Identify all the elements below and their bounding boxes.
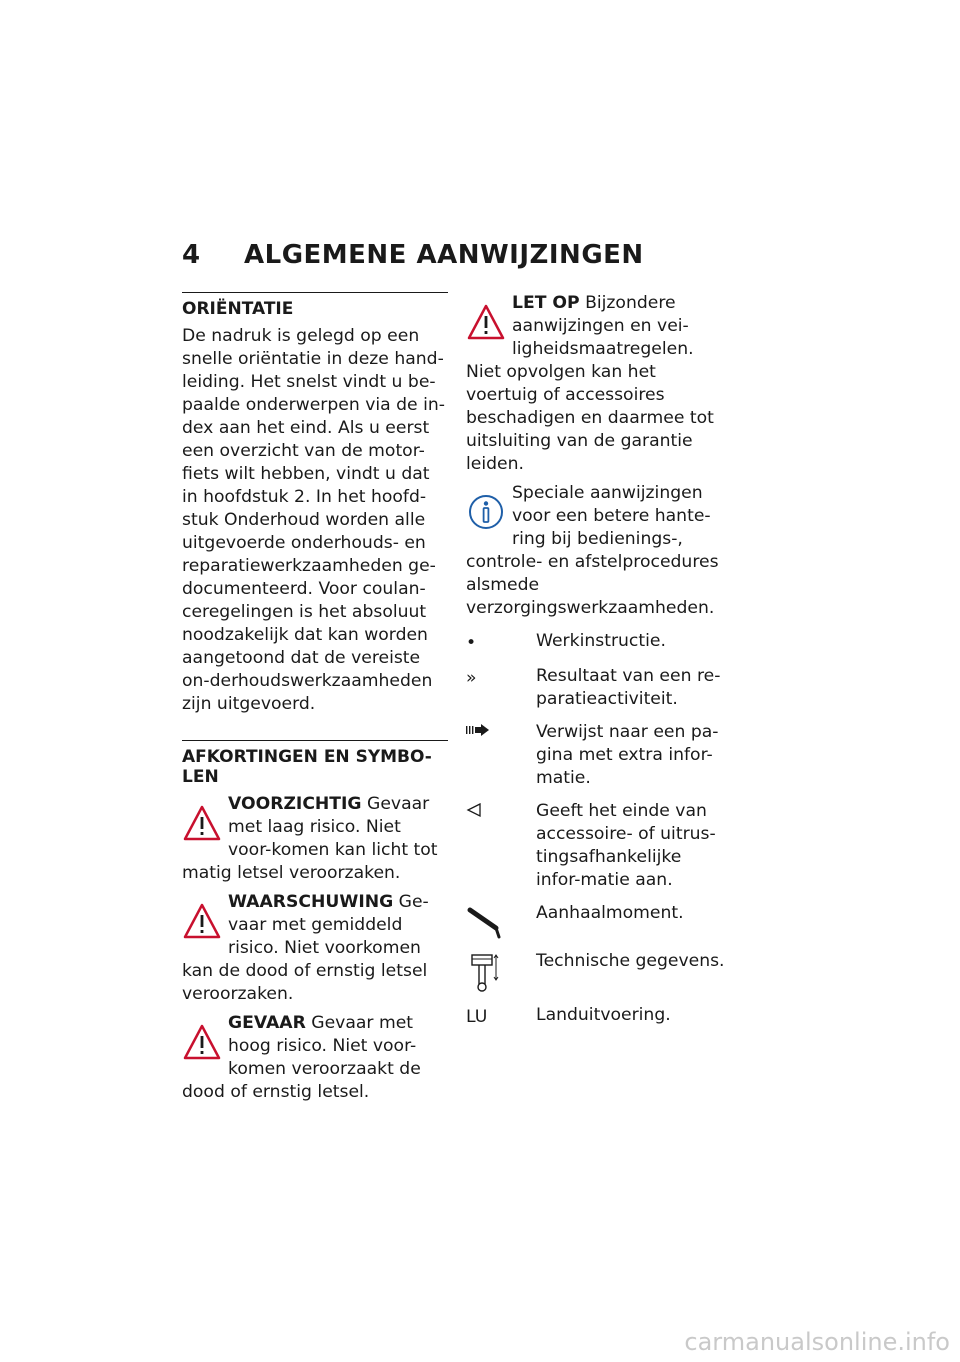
- chapter-title: ALGEMENE AANWIJZINGEN: [244, 240, 644, 270]
- danger-text: Gevaar met hoog risico. Niet voor-komen veroorzaakt de dood of ernstig letsel.: [182, 1013, 421, 1102]
- attention-text: Bijzondere aanwijzingen en vei-ligheidsmaatregelen. Niet opvolgen kan het voertuig of accessoires beschadigen en daarmee tot uitsluiting van de garantie leiden.: [466, 293, 714, 474]
- attention-notice: [466, 292, 728, 476]
- symbol-row-torque: [466, 902, 728, 940]
- right-column: [466, 292, 728, 1029]
- symbol-row-country: [466, 1004, 728, 1029]
- symbol-text: Technische gegevens.: [536, 951, 725, 971]
- country-code: LU: [466, 1007, 488, 1027]
- symbol-text: Werkinstructie.: [536, 631, 666, 651]
- symbol-text: Resultaat van een re-paratieactiviteit.: [536, 666, 721, 709]
- warning-notice: [182, 891, 448, 1006]
- info-icon: [466, 492, 506, 532]
- symbol-row-result: [466, 665, 728, 711]
- symbol-row-instruction: [466, 630, 728, 655]
- symbol-text: Geeft het einde van accessoire- of uitrus-tingsafhankelijke infor-matie aan.: [536, 801, 716, 890]
- warning-triangle-icon: [182, 901, 222, 941]
- torque-wrench-icon: [466, 904, 506, 940]
- info-notice: [466, 482, 728, 620]
- warning-triangle-icon: [466, 302, 506, 342]
- warning-triangle-icon: [182, 803, 222, 843]
- info-text: Speciale aanwijzingen voor een betere hante-ring bij bedienings-, controle- en afstelprocedures alsmede verzorgingswerkzaamheden.: [466, 483, 719, 618]
- warning-label: WAARSCHUWING: [228, 892, 394, 912]
- chapter-heading: [182, 240, 742, 270]
- symbol-text: Aanhaalmoment.: [536, 903, 684, 923]
- danger-label: GEVAAR: [228, 1013, 306, 1033]
- symbol-text: Landuitvoering.: [536, 1005, 671, 1025]
- warning-triangle-icon: [182, 1022, 222, 1062]
- chapter-number: 4: [182, 240, 201, 270]
- warning-text: Ge-vaar met gemiddeld risico. Niet voorkomen kan de dood of ernstig letsel veroorzaken.: [182, 892, 429, 1004]
- left-column: [182, 292, 448, 1104]
- arrow-icon: [466, 723, 490, 737]
- symbol-row-end: [466, 800, 728, 892]
- orientation-text: De nadruk is gelegd op een snelle oriëntatie in deze hand-leiding. Het snelst vindt u be-paalde onderwerpen via de in-dex aan het eind. Als u eerst een overzicht van de motor-fiets wilt hebben, vindt u dat in hoofdstuk 2. In het hoofd-stuk Onderhoud worden alle uitgevoerde onderhouds- en reparatiewerkzaamheden ge-documenteerd. Voor coulan-ceregelingen is het absoluut noodzakelijk dat kan worden aangetoond dat de vereiste on-derhoudswerkzaamheden zijn uitgevoerd.: [182, 326, 445, 714]
- end-triangle-icon: [466, 802, 482, 818]
- caution-label: VOORZICHTIG: [228, 794, 362, 814]
- orientation-heading: ORIËNTATIE: [182, 292, 448, 319]
- watermark-text: carmanualsonline.info: [684, 1328, 950, 1356]
- symbol-row-reference: [466, 721, 728, 790]
- caution-text: Gevaar met laag risico. Niet voor-komen kan licht tot matig letsel veroorzaken.: [182, 794, 438, 883]
- bullet-symbol: •: [466, 633, 477, 653]
- abbreviations-heading: AFKORTINGEN EN SYMBO-LEN: [182, 740, 448, 787]
- symbol-row-technical-data: [466, 950, 728, 994]
- danger-notice: [182, 1012, 448, 1104]
- result-symbol: »: [466, 668, 477, 688]
- piston-icon: [466, 952, 500, 994]
- symbol-text: Verwijst naar een pa-gina met extra infor-matie.: [536, 722, 719, 788]
- caution-notice: [182, 793, 448, 885]
- attention-label: LET OP: [512, 293, 580, 313]
